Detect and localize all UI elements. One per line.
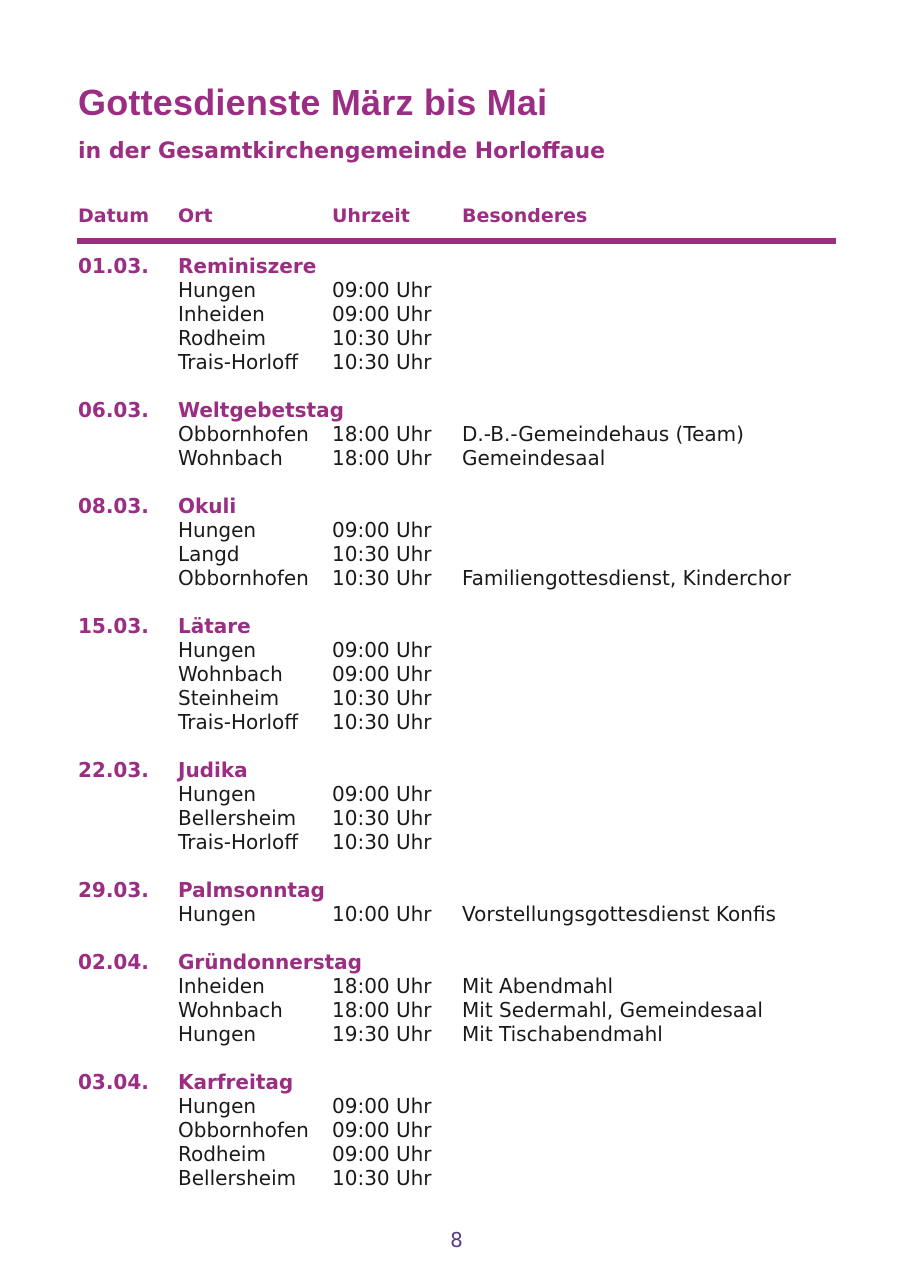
column-header-place: Ort bbox=[178, 205, 213, 227]
page-subtitle: in der Gesamtkirchengemeinde Horloffaue bbox=[78, 139, 606, 164]
service-row bbox=[78, 350, 878, 374]
service-place: Wohnbach bbox=[178, 662, 283, 686]
service-row bbox=[78, 566, 878, 590]
service-row bbox=[78, 830, 878, 854]
service-row bbox=[78, 806, 878, 830]
service-day bbox=[78, 950, 878, 1046]
service-row bbox=[78, 422, 878, 446]
day-header bbox=[78, 878, 878, 902]
service-note: Vorstellungsgottesdienst Konfis bbox=[462, 902, 776, 926]
service-time: 10:30 Uhr bbox=[332, 350, 432, 374]
service-place: Hungen bbox=[178, 1022, 257, 1046]
service-time: 18:00 Uhr bbox=[332, 422, 432, 446]
service-date: 29.03. bbox=[78, 878, 149, 902]
service-place: Hungen bbox=[178, 278, 257, 302]
service-place: Obbornhofen bbox=[178, 1118, 309, 1142]
service-time: 10:30 Uhr bbox=[332, 710, 432, 734]
service-time: 10:30 Uhr bbox=[332, 1166, 432, 1190]
service-time: 09:00 Uhr bbox=[332, 302, 432, 326]
service-day bbox=[78, 758, 878, 854]
service-time: 10:00 Uhr bbox=[332, 902, 432, 926]
service-time: 10:30 Uhr bbox=[332, 830, 432, 854]
feast-name: Weltgebetstag bbox=[178, 398, 344, 422]
feast-name: Palmsonntag bbox=[178, 878, 325, 902]
service-note: Mit Abendmahl bbox=[462, 974, 614, 998]
service-row bbox=[78, 710, 878, 734]
service-day bbox=[78, 494, 878, 590]
service-day bbox=[78, 878, 878, 926]
service-time: 09:00 Uhr bbox=[332, 662, 432, 686]
service-time: 19:30 Uhr bbox=[332, 1022, 432, 1046]
service-time: 09:00 Uhr bbox=[332, 1094, 432, 1118]
service-place: Trais-Horloff bbox=[178, 350, 299, 374]
service-place: Hungen bbox=[178, 1094, 257, 1118]
service-row bbox=[78, 1166, 878, 1190]
service-time: 09:00 Uhr bbox=[332, 278, 432, 302]
service-day bbox=[78, 1070, 878, 1190]
service-place: Obbornhofen bbox=[178, 422, 309, 446]
service-time: 10:30 Uhr bbox=[332, 806, 432, 830]
service-place: Rodheim bbox=[178, 326, 266, 350]
service-day bbox=[78, 614, 878, 734]
day-header bbox=[78, 614, 878, 638]
service-note: Mit Sedermahl, Gemeindesaal bbox=[462, 998, 763, 1022]
header-divider bbox=[77, 238, 836, 244]
service-row bbox=[78, 782, 878, 806]
service-time: 09:00 Uhr bbox=[332, 638, 432, 662]
service-place: Bellersheim bbox=[178, 1166, 297, 1190]
service-place: Hungen bbox=[178, 902, 257, 926]
service-place: Hungen bbox=[178, 638, 257, 662]
service-time: 10:30 Uhr bbox=[332, 542, 432, 566]
service-row bbox=[78, 1118, 878, 1142]
service-time: 10:30 Uhr bbox=[332, 326, 432, 350]
service-place: Rodheim bbox=[178, 1142, 266, 1166]
column-header-notes: Besonderes bbox=[462, 205, 588, 227]
service-date: 22.03. bbox=[78, 758, 149, 782]
service-row bbox=[78, 278, 878, 302]
feast-name: Gründonnerstag bbox=[178, 950, 362, 974]
service-place: Inheiden bbox=[178, 974, 265, 998]
service-time: 18:00 Uhr bbox=[332, 998, 432, 1022]
feast-name: Judika bbox=[178, 758, 248, 782]
service-place: Obbornhofen bbox=[178, 566, 309, 590]
service-date: 06.03. bbox=[78, 398, 149, 422]
service-row bbox=[78, 662, 878, 686]
feast-name: Reminiszere bbox=[178, 254, 317, 278]
service-date: 08.03. bbox=[78, 494, 149, 518]
service-time: 09:00 Uhr bbox=[332, 518, 432, 542]
service-row bbox=[78, 974, 878, 998]
service-place: Trais-Horloff bbox=[178, 830, 299, 854]
day-header bbox=[78, 1070, 878, 1094]
service-row bbox=[78, 1094, 878, 1118]
service-schedule bbox=[78, 254, 878, 1214]
service-row bbox=[78, 518, 878, 542]
service-place: Hungen bbox=[178, 782, 257, 806]
service-place: Langd bbox=[178, 542, 240, 566]
day-header bbox=[78, 950, 878, 974]
service-row bbox=[78, 998, 878, 1022]
feast-name: Okuli bbox=[178, 494, 237, 518]
day-header bbox=[78, 254, 878, 278]
service-date: 15.03. bbox=[78, 614, 149, 638]
service-note: Gemeindesaal bbox=[462, 446, 606, 470]
feast-name: Lätare bbox=[178, 614, 251, 638]
service-time: 09:00 Uhr bbox=[332, 1118, 432, 1142]
service-note: Familiengottesdienst, Kinderchor bbox=[462, 566, 791, 590]
service-time: 10:30 Uhr bbox=[332, 686, 432, 710]
service-row bbox=[78, 902, 878, 926]
service-row bbox=[78, 638, 878, 662]
service-place: Inheiden bbox=[178, 302, 265, 326]
service-time: 18:00 Uhr bbox=[332, 446, 432, 470]
service-row bbox=[78, 542, 878, 566]
page-number: 8 bbox=[450, 1228, 463, 1252]
page-title: Gottesdienste März bis Mai bbox=[78, 82, 548, 123]
service-date: 02.04. bbox=[78, 950, 149, 974]
service-place: Bellersheim bbox=[178, 806, 297, 830]
service-row bbox=[78, 302, 878, 326]
service-note: D.-B.-Gemeindehaus (Team) bbox=[462, 422, 744, 446]
service-day bbox=[78, 254, 878, 374]
table-header bbox=[78, 205, 838, 233]
service-place: Wohnbach bbox=[178, 998, 283, 1022]
column-header-time: Uhrzeit bbox=[332, 205, 410, 227]
service-place: Hungen bbox=[178, 518, 257, 542]
service-place: Steinheim bbox=[178, 686, 280, 710]
service-note: Mit Tischabendmahl bbox=[462, 1022, 663, 1046]
service-row bbox=[78, 326, 878, 350]
service-time: 09:00 Uhr bbox=[332, 1142, 432, 1166]
service-day bbox=[78, 398, 878, 470]
feast-name: Karfreitag bbox=[178, 1070, 294, 1094]
column-header-date: Datum bbox=[78, 205, 149, 227]
service-row bbox=[78, 1022, 878, 1046]
service-row bbox=[78, 686, 878, 710]
service-row bbox=[78, 1142, 878, 1166]
day-header bbox=[78, 494, 878, 518]
service-date: 01.03. bbox=[78, 254, 149, 278]
day-header bbox=[78, 398, 878, 422]
day-header bbox=[78, 758, 878, 782]
service-time: 09:00 Uhr bbox=[332, 782, 432, 806]
service-time: 10:30 Uhr bbox=[332, 566, 432, 590]
service-place: Trais-Horloff bbox=[178, 710, 299, 734]
service-date: 03.04. bbox=[78, 1070, 149, 1094]
service-time: 18:00 Uhr bbox=[332, 974, 432, 998]
service-place: Wohnbach bbox=[178, 446, 283, 470]
service-row bbox=[78, 446, 878, 470]
